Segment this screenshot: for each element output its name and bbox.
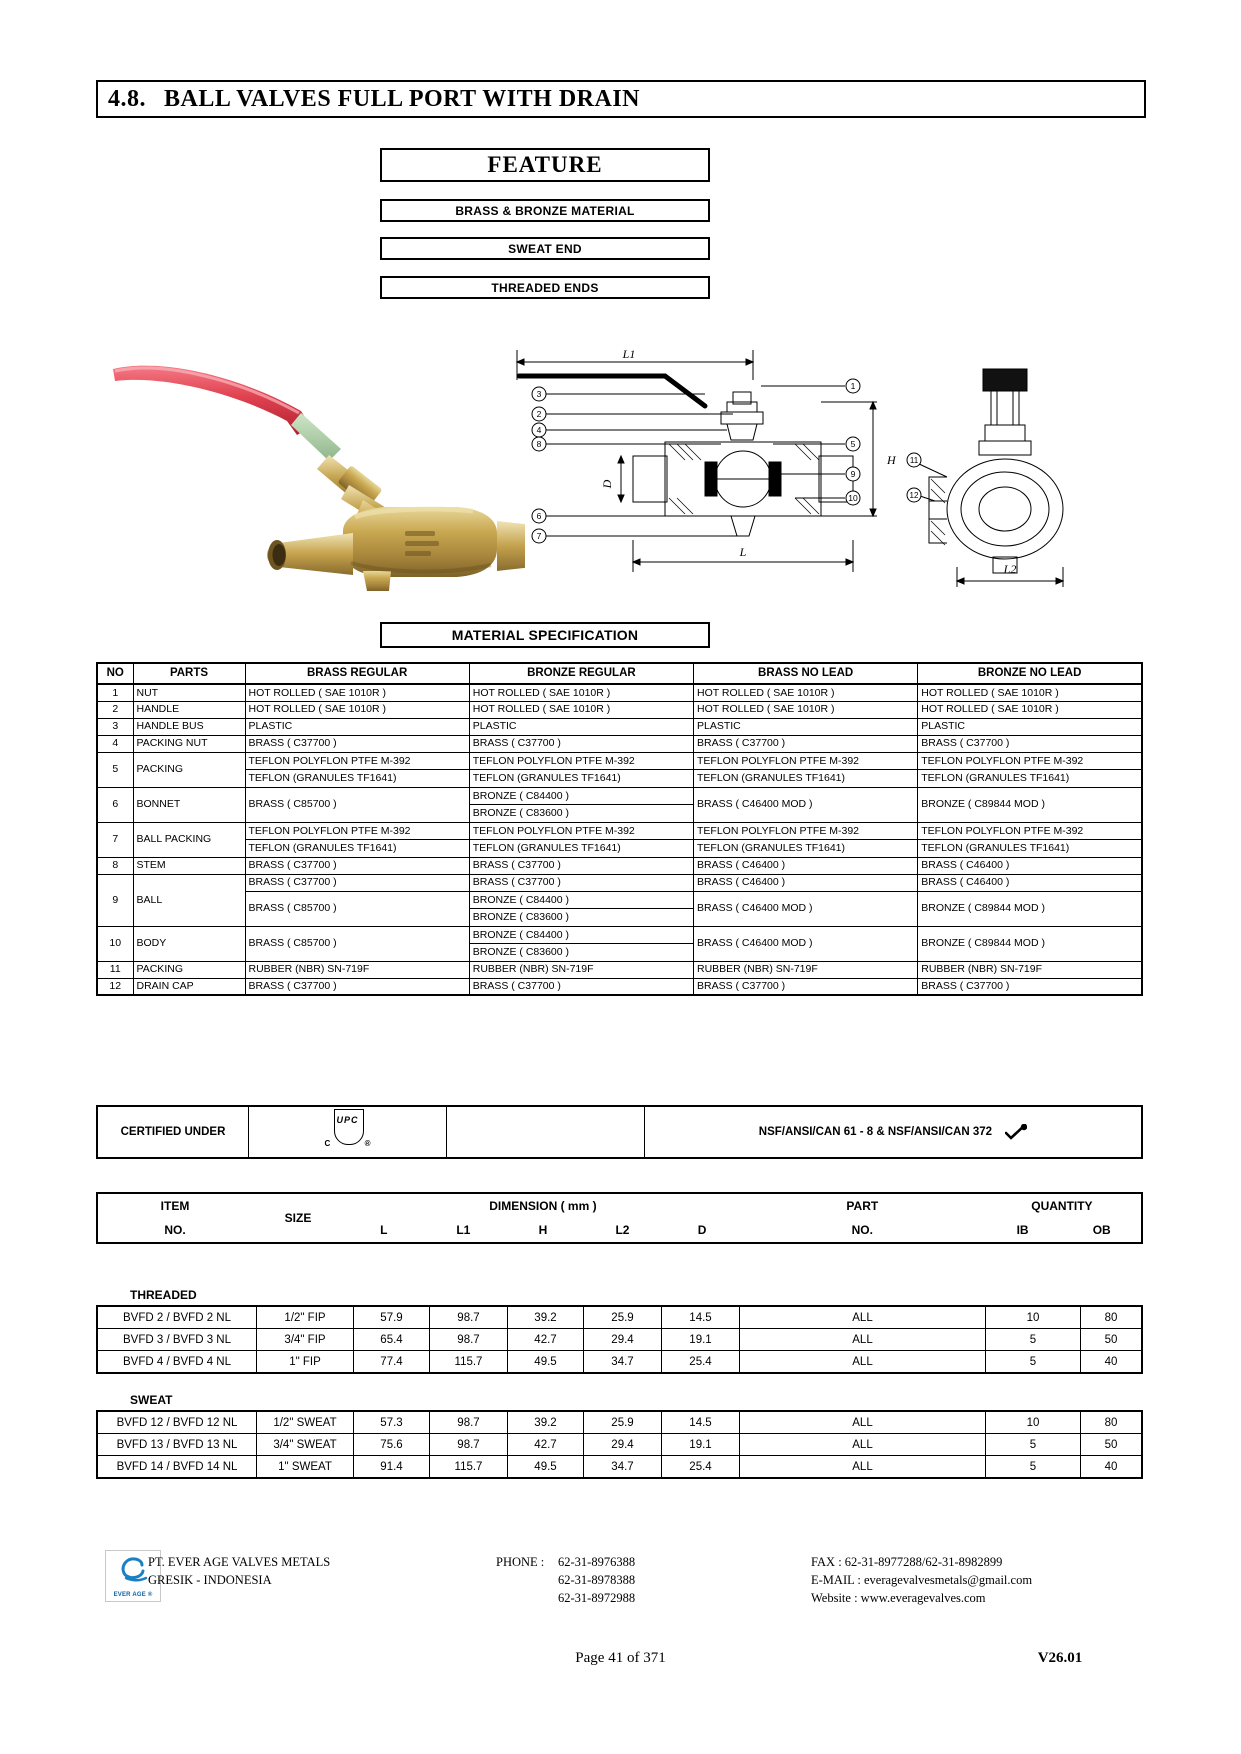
- feature-item-threaded-ends: [380, 276, 710, 299]
- cell-l2: 29.4: [584, 1434, 662, 1456]
- cell-brass-regular: [245, 822, 469, 857]
- cell-no: 8: [97, 857, 133, 874]
- col-part: PART: [846, 1199, 879, 1213]
- svg-text:L: L: [739, 545, 747, 559]
- cell-h: 42.7: [508, 1434, 584, 1456]
- cell-line: TEFLON (GRANULES TF1641): [921, 771, 1070, 784]
- svg-text:L1: L1: [622, 347, 636, 361]
- certified-blank-cell: [447, 1106, 645, 1158]
- cell-ob: 40: [1081, 1351, 1143, 1374]
- group-label-sweat: SWEAT: [130, 1393, 173, 1407]
- col-brass-no-lead: BRASS NO LEAD: [694, 663, 918, 684]
- cell-part: HANDLE: [133, 701, 245, 718]
- cell-part: NUT: [133, 684, 245, 701]
- cell-bronze-regular: BRASS ( C37700 ): [469, 978, 693, 995]
- cell-brass-regular: [245, 752, 469, 787]
- cell-ib: 5: [986, 1329, 1081, 1351]
- cell-line: BRONZE ( C84400 ): [470, 788, 693, 805]
- table-row: [97, 684, 1142, 701]
- cell-part: BODY: [133, 926, 245, 961]
- cell-item: BVFD 2 / BVFD 2 NL: [97, 1306, 257, 1329]
- svg-text:5: 5: [850, 439, 856, 449]
- cell-bronze-no-lead: BRASS ( C37700 ): [918, 978, 1142, 995]
- col-ib: IB: [1016, 1223, 1029, 1237]
- cell-h: 39.2: [508, 1411, 584, 1434]
- cell-part-no: ALL: [740, 1434, 986, 1456]
- table-row: [97, 1456, 1142, 1479]
- cell-l2: 25.9: [584, 1411, 662, 1434]
- cell-size: 1/2" FIP: [257, 1306, 354, 1329]
- group-label-threaded: THREADED: [130, 1288, 197, 1302]
- certified-under-table: [96, 1105, 1143, 1159]
- cell-ob: 80: [1081, 1411, 1143, 1434]
- cell-brass-regular: RUBBER (NBR) SN-719F: [245, 961, 469, 978]
- cell-bronze-no-lead: RUBBER (NBR) SN-719F: [918, 961, 1142, 978]
- cell-ib: 5: [986, 1456, 1081, 1479]
- cell-line: TEFLON POLYFLON PTFE M-392: [694, 753, 917, 770]
- cell-bronze-no-lead: [918, 822, 1142, 857]
- cell-d: 14.5: [662, 1411, 740, 1434]
- cell-line: TEFLON POLYFLON PTFE M-392: [918, 753, 1141, 770]
- cell-line: BRONZE ( C84400 ): [470, 927, 693, 944]
- ever-age-swirl-icon: [118, 1557, 148, 1585]
- cell-l2: 29.4: [584, 1329, 662, 1351]
- cell-ob: 80: [1081, 1306, 1143, 1329]
- cell-l: 91.4: [354, 1456, 430, 1479]
- upc-shield-icon: [325, 1109, 371, 1153]
- col-item-no: NO.: [164, 1223, 186, 1237]
- table-row: [97, 891, 1142, 926]
- footer-company-block: [148, 1553, 330, 1589]
- cell-l: 75.6: [354, 1434, 430, 1456]
- cell-size: 3/4" SWEAT: [257, 1434, 354, 1456]
- cell-no: 3: [97, 718, 133, 735]
- col-bronze-regular: BRONZE REGULAR: [469, 663, 693, 684]
- col-item: ITEM: [160, 1199, 190, 1213]
- feature-item-label: BRASS & BRONZE MATERIAL: [455, 203, 635, 218]
- cell-l: 77.4: [354, 1351, 430, 1374]
- cell-l1: 115.7: [430, 1351, 508, 1374]
- svg-text:2: 2: [536, 409, 542, 419]
- cell-line: TEFLON (GRANULES TF1641): [921, 841, 1070, 854]
- material-specification-banner: [380, 622, 710, 648]
- cell-part: BONNET: [133, 787, 245, 822]
- cell-bronze-no-lead: HOT ROLLED ( SAE 1010R ): [918, 701, 1142, 718]
- col-no: NO: [97, 663, 133, 684]
- svg-text:11: 11: [909, 456, 919, 465]
- company-name: PT. EVER AGE VALVES METALS: [148, 1555, 331, 1569]
- cell-brass-no-lead: BRASS ( C46400 ): [694, 874, 918, 891]
- cell-no: 10: [97, 926, 133, 961]
- page-title: [96, 80, 1146, 118]
- cell-part-no: ALL: [740, 1306, 986, 1329]
- cell-l2: 25.9: [584, 1306, 662, 1329]
- cell-item: BVFD 3 / BVFD 3 NL: [97, 1329, 257, 1351]
- cell-d: 14.5: [662, 1306, 740, 1329]
- cell-size: 1/2" SWEAT: [257, 1411, 354, 1434]
- feature-heading-box: [380, 148, 710, 182]
- col-h: H: [538, 1223, 548, 1237]
- cell-no: 9: [97, 874, 133, 926]
- cell-brass-no-lead: [694, 822, 918, 857]
- cell-d: 25.4: [662, 1456, 740, 1479]
- cell-h: 49.5: [508, 1351, 584, 1374]
- cell-l1: 98.7: [430, 1306, 508, 1329]
- table-row: [97, 926, 1142, 961]
- cell-line: TEFLON POLYFLON PTFE M-392: [246, 753, 469, 770]
- cell-l1: 115.7: [430, 1456, 508, 1479]
- col-size: SIZE: [284, 1211, 312, 1225]
- cell-bronze-regular: BRASS ( C37700 ): [469, 735, 693, 752]
- cell-brass-no-lead: [694, 752, 918, 787]
- cell-ib: 10: [986, 1411, 1081, 1434]
- table-row: [97, 718, 1142, 735]
- cell-item: BVFD 12 / BVFD 12 NL: [97, 1411, 257, 1434]
- material-specification-label: MATERIAL SPECIFICATION: [451, 627, 639, 643]
- technical-drawing-end-view: [905, 355, 1135, 595]
- cell-h: 39.2: [508, 1306, 584, 1329]
- cell-brass-regular: BRASS ( C37700 ): [245, 874, 469, 891]
- cell-d: 19.1: [662, 1434, 740, 1456]
- cell-l2: 34.7: [584, 1456, 662, 1479]
- feature-heading: FEATURE: [487, 152, 603, 177]
- cell-line: TEFLON (GRANULES TF1641): [697, 771, 846, 784]
- cell-bronze-no-lead: BRASS ( C46400 ): [918, 857, 1142, 874]
- table-header-row-top: [97, 1193, 1142, 1218]
- cell-line: BRONZE ( C83600 ): [472, 910, 570, 923]
- cell-line: TEFLON (GRANULES TF1641): [697, 841, 846, 854]
- table-row: [97, 874, 1142, 891]
- cell-bronze-regular: [469, 926, 693, 961]
- cell-part-no: ALL: [740, 1351, 986, 1374]
- table-row: [97, 1411, 1142, 1434]
- svg-text:L2: L2: [1003, 562, 1017, 576]
- cell-no: 6: [97, 787, 133, 822]
- phone-label: PHONE :: [496, 1555, 545, 1569]
- cell-line: TEFLON POLYFLON PTFE M-392: [470, 823, 693, 840]
- feature-item-label: THREADED ENDS: [491, 280, 599, 295]
- technical-drawing-section: [505, 340, 925, 600]
- cell-brass-regular: BRASS ( C85700 ): [245, 926, 469, 961]
- cell-ib: 10: [986, 1306, 1081, 1329]
- cell-size: 1" SWEAT: [257, 1456, 354, 1479]
- upc-registered-mark: ®: [364, 1138, 371, 1148]
- cell-brass-no-lead: HOT ROLLED ( SAE 1010R ): [694, 684, 918, 701]
- col-ob: OB: [1092, 1223, 1111, 1237]
- table-row: [97, 1106, 1142, 1158]
- cell-d: 25.4: [662, 1351, 740, 1374]
- nsf-certification-cell: [645, 1106, 1143, 1158]
- cell-item: BVFD 4 / BVFD 4 NL: [97, 1351, 257, 1374]
- cell-brass-no-lead: BRASS ( C46400 MOD ): [694, 891, 918, 926]
- cell-no: 1: [97, 684, 133, 701]
- phone-1: 62-31-8976388: [558, 1555, 636, 1569]
- svg-text:4: 4: [536, 425, 542, 435]
- svg-text:H: H: [887, 453, 896, 467]
- feature-item-label: SWEAT END: [508, 241, 582, 256]
- cell-bronze-regular: [469, 822, 693, 857]
- cell-brass-regular: PLASTIC: [245, 718, 469, 735]
- cell-bronze-no-lead: BRONZE ( C89844 MOD ): [918, 787, 1142, 822]
- cell-bronze-no-lead: PLASTIC: [918, 718, 1142, 735]
- cell-brass-regular: BRASS ( C37700 ): [245, 735, 469, 752]
- table-row: [97, 978, 1142, 995]
- cell-l1: 98.7: [430, 1411, 508, 1434]
- svg-text:8: 8: [536, 439, 542, 449]
- cell-brass-no-lead: BRASS ( C46400 MOD ): [694, 787, 918, 822]
- footer-phone-block: [496, 1553, 635, 1607]
- cell-brass-no-lead: HOT ROLLED ( SAE 1010R ): [694, 701, 918, 718]
- svg-text:7: 7: [536, 531, 542, 541]
- cell-line: TEFLON (GRANULES TF1641): [472, 841, 621, 854]
- cell-part: BALL PACKING: [133, 822, 245, 857]
- cell-part: DRAIN CAP: [133, 978, 245, 995]
- cell-part: PACKING: [133, 961, 245, 978]
- cell-no: 4: [97, 735, 133, 752]
- threaded-dimension-table: [96, 1305, 1143, 1374]
- cell-d: 19.1: [662, 1329, 740, 1351]
- cell-brass-regular: HOT ROLLED ( SAE 1010R ): [245, 701, 469, 718]
- table-row: [97, 1329, 1142, 1351]
- cell-item: BVFD 14 / BVFD 14 NL: [97, 1456, 257, 1479]
- cell-l: 57.9: [354, 1306, 430, 1329]
- col-bronze-no-lead: BRONZE NO LEAD: [918, 663, 1142, 684]
- cell-no: 5: [97, 752, 133, 787]
- col-l2: L2: [615, 1223, 630, 1237]
- dimension-table-header: [96, 1192, 1143, 1244]
- cell-brass-regular: BRASS ( C37700 ): [245, 978, 469, 995]
- col-part-no: NO.: [851, 1223, 873, 1237]
- col-l: L: [380, 1223, 388, 1237]
- cell-part: PACKING NUT: [133, 735, 245, 752]
- cell-ob: 40: [1081, 1456, 1143, 1479]
- cell-brass-regular: HOT ROLLED ( SAE 1010R ): [245, 684, 469, 701]
- cell-line: TEFLON (GRANULES TF1641): [472, 771, 621, 784]
- certified-under-label: CERTIFIED UNDER: [97, 1106, 249, 1158]
- cell-line: BRONZE ( C83600 ): [472, 945, 570, 958]
- cell-bronze-no-lead: BRONZE ( C89844 MOD ): [918, 926, 1142, 961]
- cell-bronze-no-lead: BRASS ( C46400 ): [918, 874, 1142, 891]
- table-row: [97, 752, 1142, 787]
- phone-2: 62-31-8978388: [558, 1573, 636, 1588]
- svg-text:10: 10: [848, 493, 858, 503]
- cell-line: TEFLON POLYFLON PTFE M-392: [918, 823, 1141, 840]
- cell-no: 11: [97, 961, 133, 978]
- table-row: [97, 961, 1142, 978]
- cell-bronze-regular: HOT ROLLED ( SAE 1010R ): [469, 684, 693, 701]
- cell-bronze-no-lead: BRASS ( C37700 ): [918, 735, 1142, 752]
- cell-line: TEFLON POLYFLON PTFE M-392: [246, 823, 469, 840]
- email-line: E-MAIL : everagevalvesmetals@gmail.com: [811, 1573, 1033, 1588]
- cell-brass-no-lead: BRASS ( C37700 ): [694, 735, 918, 752]
- cell-part-no: ALL: [740, 1456, 986, 1479]
- sweat-dimension-table: [96, 1410, 1143, 1479]
- cell-part: PACKING: [133, 752, 245, 787]
- cell-l2: 34.7: [584, 1351, 662, 1374]
- table-row: [97, 857, 1142, 874]
- svg-text:12: 12: [909, 491, 919, 500]
- col-dimension-group: DIMENSION ( mm ): [489, 1199, 597, 1213]
- section-number: 4.8.: [108, 85, 146, 112]
- page-number: Page 41 of 371: [575, 1650, 666, 1666]
- upc-letters: UPC: [336, 1114, 359, 1125]
- cell-bronze-regular: BRASS ( C37700 ): [469, 857, 693, 874]
- cell-h: 49.5: [508, 1456, 584, 1479]
- fax-line: FAX : 62-31-8977288/62-31-8982899: [811, 1555, 1003, 1569]
- feature-item-sweat-end: [380, 237, 710, 260]
- table-row: [97, 735, 1142, 752]
- cell-ib: 5: [986, 1351, 1081, 1374]
- document-version: V26.01: [1037, 1650, 1083, 1666]
- footer-contact-block: [811, 1553, 1032, 1607]
- cell-bronze-regular: BRASS ( C37700 ): [469, 874, 693, 891]
- cell-l1: 98.7: [430, 1434, 508, 1456]
- cell-bronze-no-lead: HOT ROLLED ( SAE 1010R ): [918, 684, 1142, 701]
- company-location: GRESIK - INDONESIA: [148, 1573, 272, 1588]
- cell-brass-regular: BRASS ( C85700 ): [245, 891, 469, 926]
- cell-part: BALL: [133, 874, 245, 926]
- section-title-text: BALL VALVES FULL PORT WITH DRAIN: [164, 85, 640, 112]
- cell-line: BRONZE ( C83600 ): [472, 806, 570, 819]
- website-line: Website : www.everagevalves.com: [811, 1591, 986, 1606]
- col-l1: L1: [456, 1223, 471, 1237]
- cell-l1: 98.7: [430, 1329, 508, 1351]
- svg-text:D: D: [600, 479, 614, 489]
- col-brass-regular: BRASS REGULAR: [245, 663, 469, 684]
- table-row: [97, 822, 1142, 857]
- table-header-row: [97, 663, 1142, 684]
- company-logo-caption: EVER AGE ®: [113, 1592, 153, 1598]
- cell-bronze-regular: [469, 891, 693, 926]
- cell-no: 7: [97, 822, 133, 857]
- svg-text:6: 6: [536, 511, 542, 521]
- cell-line: TEFLON (GRANULES TF1641): [248, 771, 397, 784]
- cell-brass-no-lead: RUBBER (NBR) SN-719F: [694, 961, 918, 978]
- cell-bronze-regular: PLASTIC: [469, 718, 693, 735]
- cell-part-no: ALL: [740, 1329, 986, 1351]
- cell-brass-no-lead: BRASS ( C46400 MOD ): [694, 926, 918, 961]
- svg-text:3: 3: [536, 389, 542, 399]
- table-row: [97, 787, 1142, 822]
- cell-bronze-regular: [469, 752, 693, 787]
- cell-ob: 50: [1081, 1434, 1143, 1456]
- col-d: D: [697, 1223, 707, 1237]
- table-row: [97, 1306, 1142, 1329]
- nsf-certification-text: NSF/ANSI/CAN 61 - 8 & NSF/ANSI/CAN 372: [758, 1126, 993, 1139]
- material-specification-table: [96, 662, 1143, 996]
- cell-bronze-regular: RUBBER (NBR) SN-719F: [469, 961, 693, 978]
- table-row: [97, 1351, 1142, 1374]
- cell-size: 3/4" FIP: [257, 1329, 354, 1351]
- svg-text:9: 9: [850, 469, 856, 479]
- phone-3: 62-31-8972988: [558, 1591, 636, 1606]
- cell-brass-no-lead: BRASS ( C46400 ): [694, 857, 918, 874]
- cell-size: 1" FIP: [257, 1351, 354, 1374]
- svg-text:1: 1: [850, 381, 856, 391]
- cell-part: STEM: [133, 857, 245, 874]
- cell-brass-regular: BRASS ( C85700 ): [245, 787, 469, 822]
- feature-item-material: [380, 199, 710, 222]
- col-quantity-group: QUANTITY: [1031, 1199, 1093, 1213]
- table-row: [97, 1434, 1142, 1456]
- cell-bronze-no-lead: BRONZE ( C89844 MOD ): [918, 891, 1142, 926]
- cell-line: TEFLON POLYFLON PTFE M-392: [470, 753, 693, 770]
- cell-ib: 5: [986, 1434, 1081, 1456]
- nsf-mark-icon: [1005, 1124, 1027, 1140]
- cell-line: TEFLON POLYFLON PTFE M-392: [694, 823, 917, 840]
- cell-l: 57.3: [354, 1411, 430, 1434]
- upc-c-mark: C: [324, 1138, 331, 1148]
- cell-ob: 50: [1081, 1329, 1143, 1351]
- cell-bronze-no-lead: [918, 752, 1142, 787]
- upc-logo-cell: [249, 1106, 447, 1158]
- col-parts: PARTS: [133, 663, 245, 684]
- cell-no: 12: [97, 978, 133, 995]
- cell-line: TEFLON (GRANULES TF1641): [248, 841, 397, 854]
- cell-line: BRONZE ( C84400 ): [470, 892, 693, 909]
- cell-no: 2: [97, 701, 133, 718]
- product-photo: [105, 335, 525, 600]
- table-row: [97, 701, 1142, 718]
- cell-bronze-regular: HOT ROLLED ( SAE 1010R ): [469, 701, 693, 718]
- cell-brass-no-lead: BRASS ( C37700 ): [694, 978, 918, 995]
- cell-part: HANDLE BUS: [133, 718, 245, 735]
- page-footer: [96, 1545, 1146, 1625]
- cell-part-no: ALL: [740, 1411, 986, 1434]
- cell-item: BVFD 13 / BVFD 13 NL: [97, 1434, 257, 1456]
- cell-brass-regular: BRASS ( C37700 ): [245, 857, 469, 874]
- cell-l: 65.4: [354, 1329, 430, 1351]
- cell-bronze-regular: [469, 787, 693, 822]
- cell-h: 42.7: [508, 1329, 584, 1351]
- cell-brass-no-lead: PLASTIC: [694, 718, 918, 735]
